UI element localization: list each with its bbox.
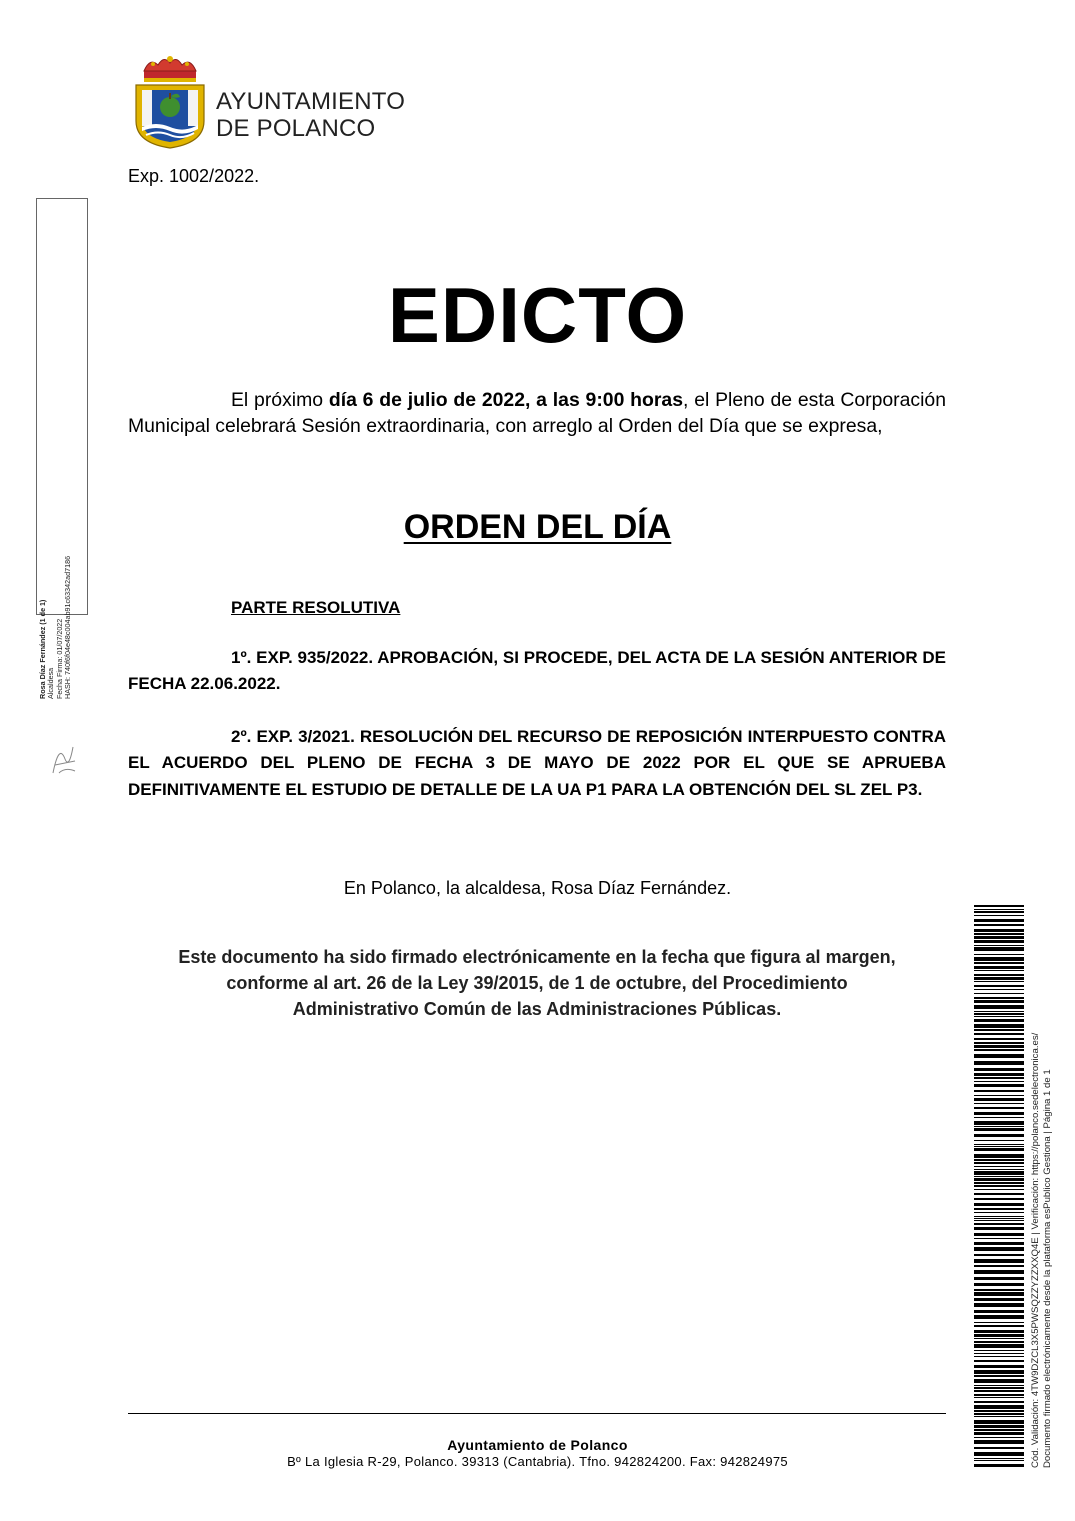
barcode-bar [974,1045,1024,1048]
barcode-bar [974,985,1024,987]
barcode-bar [974,1134,1024,1137]
barcode-bar [974,1283,1024,1286]
barcode-bar [974,1042,1024,1044]
barcode-bar [974,1126,1024,1127]
validation-line2: Documento firmado electrónicamente desde la plataforma esPublico Gestiona | Página 1 de 1 [1041,1069,1053,1468]
barcode-bar [974,1289,1024,1291]
barcode-bar [974,1198,1024,1200]
barcode-bar [974,1223,1024,1225]
barcode-bar [974,1410,1024,1412]
expediente-number: Exp. 1002/2022. [128,166,260,186]
barcode-bar [974,1338,1024,1339]
barcode-bar [974,1405,1024,1409]
barcode-bar [974,1425,1024,1428]
barcode-bar [974,1112,1024,1115]
barcode-bar [974,1259,1024,1263]
agenda-item-text: 2º. EXP. 3/2021. RESOLUCIÓN DEL RECURSO DE REPOSICIÓN INTERPUESTO CONTRA EL ACUERDO DEL PLENO DE FECHA 3 DE MAYO DE 2022 POR EL QUE SE APRUEBA DEFINITIVAMENTE EL ESTUDIO DE DETALLE DE LA UA P1 PARA LA OBTENCIÓN DEL SL ZEL P3. [128,727,946,799]
barcode-bar [974,1077,1024,1079]
barcode-bar [974,945,1024,946]
barcode-bar [974,1098,1024,1101]
footer-address: Bº La Iglesia R-29, Polanco. 39313 (Cantabria). Tfno. 942824200. Fax: 942824975 [287,1454,788,1469]
barcode-bar [974,1216,1024,1217]
barcode-bar [974,1325,1024,1327]
barcode-bar [974,954,1024,955]
barcode-bar [974,1081,1024,1082]
barcode-bar [974,1000,1024,1003]
barcode-bar [974,1416,1024,1417]
signature-hash: HASH: 740f6f04e48c004ab91c63342ad7186 [63,555,73,699]
barcode-bar [974,909,1024,910]
barcode-bar [974,1061,1024,1065]
barcode-bar [974,1390,1024,1392]
barcode-bar [974,1341,1024,1343]
barcode-bar [974,1212,1024,1213]
barcode-bar [974,1090,1024,1092]
barcode-bar [974,1185,1024,1187]
notice-line1: Este documento ha sido firmado electrónicamente en la fecha que figura al margen, [178,947,896,967]
barcode-bar [974,1310,1024,1313]
barcode-bar [974,1379,1024,1383]
barcode-bar [974,1011,1024,1012]
barcode-bar [974,1171,1024,1175]
barcode-bar [974,1356,1024,1357]
barcode-bar [974,1054,1024,1058]
barcode-bar [974,977,1024,980]
barcode-bar [974,1218,1024,1219]
barcode-bar [974,1220,1024,1221]
barcode-bar [974,1413,1024,1415]
barcode-bar [974,1154,1024,1158]
barcode-bar [974,1330,1024,1333]
org-name-line2: DE POLANCO [216,115,376,142]
signature-scribble-icon [45,739,81,779]
barcode-bar [974,1049,1024,1051]
barcode-bar [974,1182,1024,1184]
section-title: PARTE RESOLUTIVA [231,598,401,617]
barcode-bar [974,1095,1024,1096]
barcode-bar [974,1353,1024,1354]
org-name-line1: AYUNTAMIENTO [216,88,406,115]
barcode-bar [974,1024,1024,1028]
barcode-bar [974,1019,1024,1022]
barcode-bar [974,1193,1024,1195]
barcode-bar [974,1370,1024,1374]
barcode-bar [974,1144,1024,1145]
barcode-bar [974,1140,1024,1141]
signature-date: Fecha Firma: 01/07/2022 [54,618,64,699]
barcode-bar [974,1176,1024,1177]
barcode-bar [974,1265,1024,1267]
agenda-item [128,724,946,803]
barcode-bar [974,924,1024,926]
barcode-bar [974,1107,1024,1109]
agenda-item [128,645,946,698]
barcode-bar [974,936,1024,939]
barcode-bar [974,1242,1024,1245]
signature-box [36,198,88,699]
intro-paragraph [128,388,946,439]
barcode-bar [974,1084,1024,1087]
barcode-bar [974,1254,1024,1256]
barcode-bar [974,1203,1024,1206]
barcode-bar [974,1121,1024,1125]
barcode-bar [974,911,1024,913]
agenda-title: ORDEN DEL DÍA [403,508,672,546]
signer-name: Rosa Díaz Fernández (1 de 1) [38,599,47,699]
signature-details [39,556,73,699]
barcode-bar [974,1016,1024,1017]
barcode-bar [974,1344,1024,1348]
barcode-bar [974,1073,1024,1076]
coat-of-arms-logo [128,55,212,150]
barcode-bar [974,966,1024,969]
barcode-bar [974,1227,1024,1230]
barcode-bar [974,1038,1024,1040]
barcode-bar [974,1162,1024,1164]
barcode-bar [974,940,1024,943]
barcode-bar [974,1103,1024,1104]
barcode-bar [974,1166,1024,1167]
barcode-bar [974,1394,1024,1396]
barcode-bar [974,1387,1024,1389]
barcode-bar [974,957,1024,961]
notice-line2: conforme al art. 26 de la Ley 39/2015, de 1 de octubre, del Procedimiento [226,973,848,993]
intro-date-time: día 6 de julio de 2022, a las 9:00 horas [328,389,683,411]
barcode-bar [974,1292,1024,1296]
closing-line: En Polanco, la alcaldesa, Rosa Díaz Fernández. [343,878,732,898]
barcode-bar [974,1315,1024,1319]
signer-role: Alcaldesa [46,667,56,699]
barcode-bar [974,1033,1024,1035]
intro-text-2: , el Pleno de esta Corporación Municipal celebrará Sesión extraordinaria, con arreglo al Orden del Día que se expresa, [128,389,946,437]
barcode-bar [974,981,1024,982]
barcode-bar [974,1029,1024,1031]
document-title: EDICTO [387,271,688,359]
intro-text-1: El próximo [231,389,329,411]
barcode-bar [974,1420,1024,1424]
barcode-bar [974,1068,1024,1071]
barcode-bar [974,919,1024,922]
barcode-bar [974,1322,1024,1323]
footer-organization: Ayuntamiento de Polanco [447,1437,628,1453]
agenda-item-text: 1º. EXP. 935/2022. APROBACIÓN, SI PROCEDE, DEL ACTA DE LA SESIÓN ANTERIOR DE FECHA 22.06.2022. [128,648,946,694]
barcode-bar [974,1298,1024,1301]
validation-line1: Cód. Validación: 4TW9DZCL3X5PWSQZZYZZXXQ4E | Verificación: https://polanco.sedelectronica.es/ [1030,1032,1041,1468]
barcode-bar [974,989,1024,990]
barcode-bar [974,1385,1024,1386]
barcode-bar [974,1247,1024,1251]
barcode-bar [974,1238,1024,1239]
barcode-bar [974,1148,1024,1151]
barcode-bar [974,947,1024,951]
barcode-bar [974,929,1024,932]
barcode-bar [974,905,1024,907]
barcode-bar [974,1159,1024,1161]
barcode-bar [974,1117,1024,1118]
barcode-bar [974,1270,1024,1274]
barcode-bar [974,962,1024,964]
barcode-bar [974,1334,1024,1337]
barcode-bar [974,1178,1024,1181]
barcode-bar [974,1169,1024,1170]
barcode-bar [974,1365,1024,1368]
barcode-bar [974,1360,1024,1362]
barcode [974,905,1024,1468]
barcode-bar [974,1375,1024,1377]
barcode-bar [974,1128,1024,1131]
barcode-bar [974,970,1024,971]
barcode-bar [974,1350,1024,1351]
barcode-bar [974,933,1024,935]
barcode-bar [974,1005,1024,1009]
barcode-bar [974,1146,1024,1147]
footer-divider [128,1413,946,1414]
barcode-bar [974,915,1024,916]
barcode-bar [974,1233,1024,1236]
notice-line3: Administrativo Común de las Administraciones Públicas. [292,999,782,1019]
barcode-bar [974,997,1024,999]
barcode-bar [974,1013,1024,1015]
barcode-bar [974,1303,1024,1307]
crown-icon [144,56,196,82]
organization-name [216,88,405,142]
barcode-bar [974,1429,1024,1431]
barcode-bar [974,1401,1024,1403]
barcode-bar [974,1277,1024,1280]
barcode-bar [974,1189,1024,1190]
barcode-bar [974,1397,1024,1398]
electronic-signature-notice [128,944,946,1022]
barcode-bar [974,974,1024,976]
barcode-bar [974,1432,1024,1435]
barcode-bar [974,1208,1024,1210]
barcode-bar [974,993,1024,994]
validation-code [1030,1033,1053,1468]
